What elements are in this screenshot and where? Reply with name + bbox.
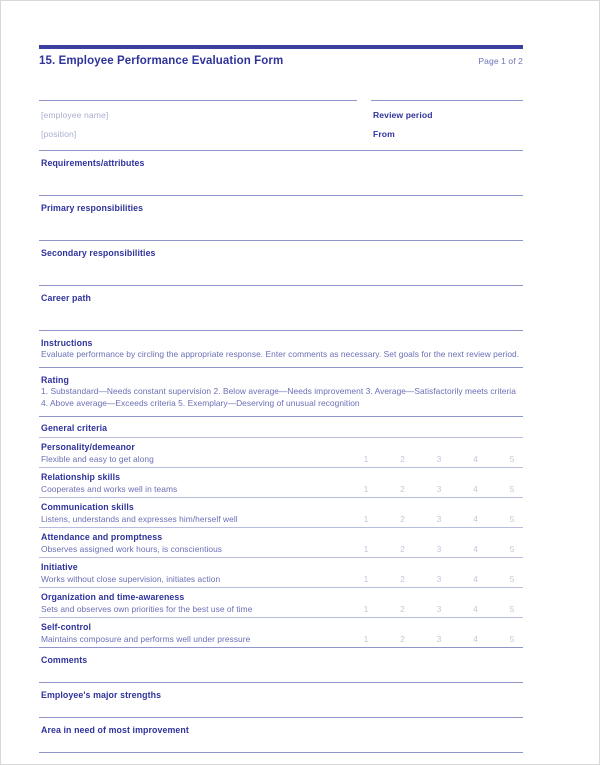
rating-option-3[interactable]: 3 bbox=[436, 634, 442, 644]
criteria-title: Initiative bbox=[41, 561, 78, 572]
identity-right-column bbox=[371, 100, 523, 139]
rating-option-4[interactable]: 4 bbox=[473, 454, 478, 464]
employee-name-field[interactable]: [employee name] bbox=[41, 110, 109, 120]
identity-block bbox=[39, 100, 523, 139]
review-period-label: Review period bbox=[373, 110, 433, 120]
criteria-heading: General criteria bbox=[41, 422, 108, 433]
section-label: Primary responsibilities bbox=[41, 203, 144, 213]
rating-option-5[interactable]: 5 bbox=[509, 514, 515, 524]
section-secondary-responsibilities[interactable] bbox=[39, 240, 523, 285]
identity-spacer bbox=[39, 139, 523, 150]
section-label: Comments bbox=[41, 654, 88, 665]
section-label: Career path bbox=[41, 293, 91, 303]
criteria-description: Works without close supervision, initiates action bbox=[41, 573, 221, 584]
rating-scale[interactable] bbox=[359, 575, 519, 584]
rating-scale[interactable] bbox=[359, 605, 519, 614]
rating-option-3[interactable]: 3 bbox=[436, 604, 442, 614]
document-header bbox=[39, 55, 523, 70]
table-row[interactable] bbox=[39, 437, 523, 467]
rating-option-5[interactable]: 5 bbox=[509, 574, 515, 584]
section-label: Secondary responsibilities bbox=[41, 248, 156, 258]
rating-option-1[interactable]: 1 bbox=[363, 634, 369, 644]
section-write-area[interactable] bbox=[39, 213, 523, 240]
rating-option-3[interactable]: 3 bbox=[436, 574, 442, 584]
from-field-label[interactable]: From bbox=[373, 129, 395, 139]
rating-option-4[interactable]: 4 bbox=[473, 604, 478, 614]
section-write-area[interactable] bbox=[39, 303, 523, 330]
rating-option-4[interactable]: 4 bbox=[473, 514, 478, 524]
rating-scale[interactable] bbox=[359, 635, 519, 644]
rating-option-4[interactable]: 4 bbox=[473, 634, 478, 644]
rating-option-5[interactable]: 5 bbox=[509, 454, 515, 464]
instructions-text: Evaluate performance by circling the appropriate response. Enter comments as necessary. Set goals for the next review period. bbox=[41, 349, 520, 359]
page-number-label: Page 1 of 2 bbox=[478, 56, 523, 66]
rating-option-1[interactable]: 1 bbox=[363, 544, 369, 554]
closing-rule bbox=[39, 752, 523, 753]
rating-option-5[interactable]: 5 bbox=[509, 544, 515, 554]
rating-option-5[interactable]: 5 bbox=[509, 634, 515, 644]
rating-option-2[interactable]: 2 bbox=[400, 604, 405, 614]
table-row[interactable] bbox=[39, 587, 523, 617]
section-requirements-attributes[interactable] bbox=[39, 150, 523, 195]
rating-option-4[interactable]: 4 bbox=[473, 484, 478, 494]
header-accent-bar bbox=[39, 45, 523, 49]
rating-scale[interactable] bbox=[359, 515, 519, 524]
rating-option-2[interactable]: 2 bbox=[400, 634, 405, 644]
table-row[interactable] bbox=[39, 617, 523, 647]
rating-option-1[interactable]: 1 bbox=[363, 604, 369, 614]
rating-option-1[interactable]: 1 bbox=[363, 454, 369, 464]
table-row[interactable] bbox=[39, 527, 523, 557]
criteria-description: Sets and observes own priorities for the best use of time bbox=[41, 603, 253, 614]
rating-option-3[interactable]: 3 bbox=[436, 514, 442, 524]
rating-option-2[interactable]: 2 bbox=[400, 574, 405, 584]
criteria-title: Personality/demeanor bbox=[41, 441, 135, 452]
rating-option-3[interactable]: 3 bbox=[436, 484, 442, 494]
criteria-description: Maintains composure and performs well under pressure bbox=[41, 633, 251, 644]
criteria-title: Attendance and promptness bbox=[41, 531, 163, 542]
rating-legend-line-1: 1. Substandard—Needs constant supervision 2. Below average—Needs improvement 3. Average—Satisfactorily meets criteria bbox=[41, 385, 516, 396]
rating-option-1[interactable]: 1 bbox=[363, 574, 369, 584]
section-label: Employee's major strengths bbox=[41, 689, 162, 700]
rating-option-4[interactable]: 4 bbox=[473, 574, 478, 584]
section-primary-responsibilities[interactable] bbox=[39, 195, 523, 240]
section-write-area[interactable] bbox=[39, 168, 523, 195]
instructions-label: Instructions bbox=[41, 338, 93, 348]
section-comments[interactable] bbox=[39, 647, 523, 682]
form-sheet bbox=[39, 45, 523, 753]
section-employee-major-strengths[interactable] bbox=[39, 682, 523, 717]
table-row[interactable] bbox=[39, 557, 523, 587]
table-row[interactable] bbox=[39, 467, 523, 497]
rating-option-2[interactable]: 2 bbox=[400, 454, 405, 464]
criteria-description: Listens, understands and expresses him/herself well bbox=[41, 513, 238, 524]
criteria-title: Relationship skills bbox=[41, 471, 121, 482]
section-instructions bbox=[39, 330, 523, 367]
criteria-description: Cooperates and works well in teams bbox=[41, 483, 178, 494]
rating-option-4[interactable]: 4 bbox=[473, 544, 478, 554]
rating-scale[interactable] bbox=[359, 485, 519, 494]
section-area-in-need-of-improvement[interactable] bbox=[39, 717, 523, 752]
position-field[interactable]: [position] bbox=[41, 129, 77, 139]
criteria-title: Organization and time-awareness bbox=[41, 591, 185, 602]
rating-label: Rating bbox=[41, 374, 69, 385]
section-label: Requirements/attributes bbox=[41, 158, 145, 168]
rating-option-3[interactable]: 3 bbox=[436, 454, 442, 464]
section-label: Area in need of most improvement bbox=[41, 724, 189, 735]
rating-option-3[interactable]: 3 bbox=[436, 544, 442, 554]
rating-option-1[interactable]: 1 bbox=[363, 514, 369, 524]
criteria-title: Communication skills bbox=[41, 501, 134, 512]
criteria-title: Self-control bbox=[41, 621, 92, 632]
section-career-path[interactable] bbox=[39, 285, 523, 330]
criteria-description: Flexible and easy to get along bbox=[41, 453, 154, 464]
rating-legend-line-2: 4. Above average—Exceeds criteria 5. Exemplary—Deserving of unusual recognition bbox=[41, 398, 360, 408]
rating-option-5[interactable]: 5 bbox=[509, 604, 515, 614]
rating-option-2[interactable]: 2 bbox=[400, 484, 405, 494]
table-row[interactable] bbox=[39, 497, 523, 527]
rating-option-5[interactable]: 5 bbox=[509, 484, 515, 494]
rating-option-2[interactable]: 2 bbox=[400, 544, 405, 554]
criteria-description: Observes assigned work hours, is conscientious bbox=[41, 543, 223, 554]
criteria-heading-row bbox=[39, 416, 523, 437]
section-write-area[interactable] bbox=[39, 258, 523, 285]
rating-option-1[interactable]: 1 bbox=[363, 484, 369, 494]
page-title: 15. Employee Performance Evaluation Form bbox=[39, 55, 284, 67]
rating-scale[interactable] bbox=[359, 545, 519, 554]
identity-left-column bbox=[39, 100, 357, 139]
rating-option-2[interactable]: 2 bbox=[400, 514, 405, 524]
rating-scale[interactable] bbox=[359, 455, 519, 464]
section-rating-legend bbox=[39, 367, 523, 416]
